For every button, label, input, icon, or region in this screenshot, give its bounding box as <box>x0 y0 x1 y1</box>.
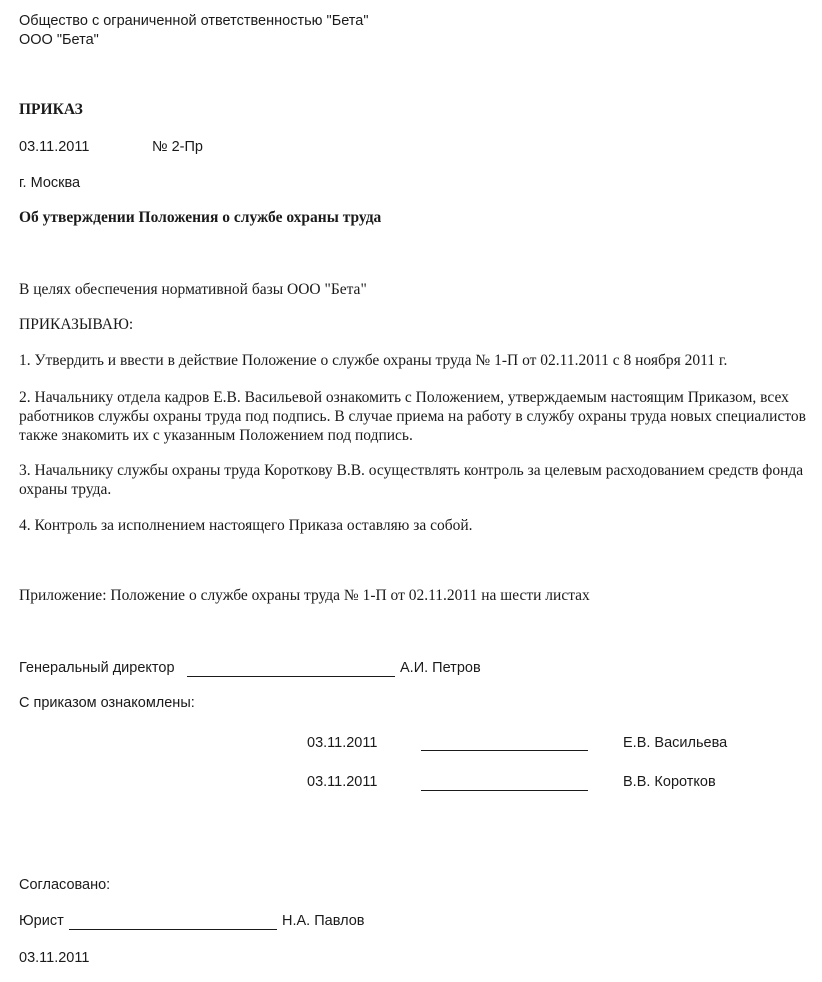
attachment-note: Приложение: Положение о службе охраны труда № 1-П от 02.11.2011 на шести листах <box>19 587 590 604</box>
acquainted-signature-line <box>421 750 588 751</box>
acquainted-date: 03.11.2011 <box>307 735 378 751</box>
order-number: № 2-Пр <box>152 139 203 155</box>
director-name: А.И. Петров <box>400 660 481 676</box>
order-item: 1. Утвердить и ввести в действие Положение о службе охраны труда № 1-П от 02.11.2011 с 8 ноября 2011 г. <box>19 352 728 369</box>
approval-title: Юрист <box>19 913 64 929</box>
director-title: Генеральный директор <box>19 660 175 676</box>
acquainted-signature-line <box>421 790 588 791</box>
order-item: 4. Контроль за исполнением настоящего Приказа оставляю за собой. <box>19 517 473 534</box>
order-preamble: В целях обеспечения нормативной базы ООО "Бета" <box>19 281 367 298</box>
order-subject: Об утверждении Положения о службе охраны труда <box>19 209 382 226</box>
organization-full-name: Общество с ограниченной ответственностью "Бета" <box>19 13 369 29</box>
approval-name: Н.А. Павлов <box>282 913 365 929</box>
approval-signature-line <box>69 929 277 930</box>
approval-label: Согласовано: <box>19 877 111 893</box>
acquainted-name: В.В. Коротков <box>623 774 716 790</box>
order-word: ПРИКАЗЫВАЮ: <box>19 316 134 333</box>
order-city: г. Москва <box>19 175 81 191</box>
approval-date: 03.11.2011 <box>19 950 90 966</box>
organization-short-name: ООО "Бета" <box>19 32 99 48</box>
order-item: 3. Начальнику службы охраны труда Короткову В.В. осуществлять контроль за целевым расходованием средств фонда охраны труда. <box>19 462 804 498</box>
acquainted-label: С приказом ознакомлены: <box>19 695 195 711</box>
director-signature-line <box>187 676 395 677</box>
acquainted-name: Е.В. Васильева <box>623 735 728 751</box>
order-date: 03.11.2011 <box>19 139 90 155</box>
acquainted-date: 03.11.2011 <box>307 774 378 790</box>
order-heading: ПРИКАЗ <box>19 101 83 118</box>
order-item: 2. Начальнику отдела кадров Е.В. Васильевой ознакомить с Положением, утверждаемым настоящим Приказом, всех работников службы охраны труда под подпись. В случае приема на работу в службу охраны труда новых специалистов также знакомить их с указанным Положением под подпись. <box>19 389 806 444</box>
